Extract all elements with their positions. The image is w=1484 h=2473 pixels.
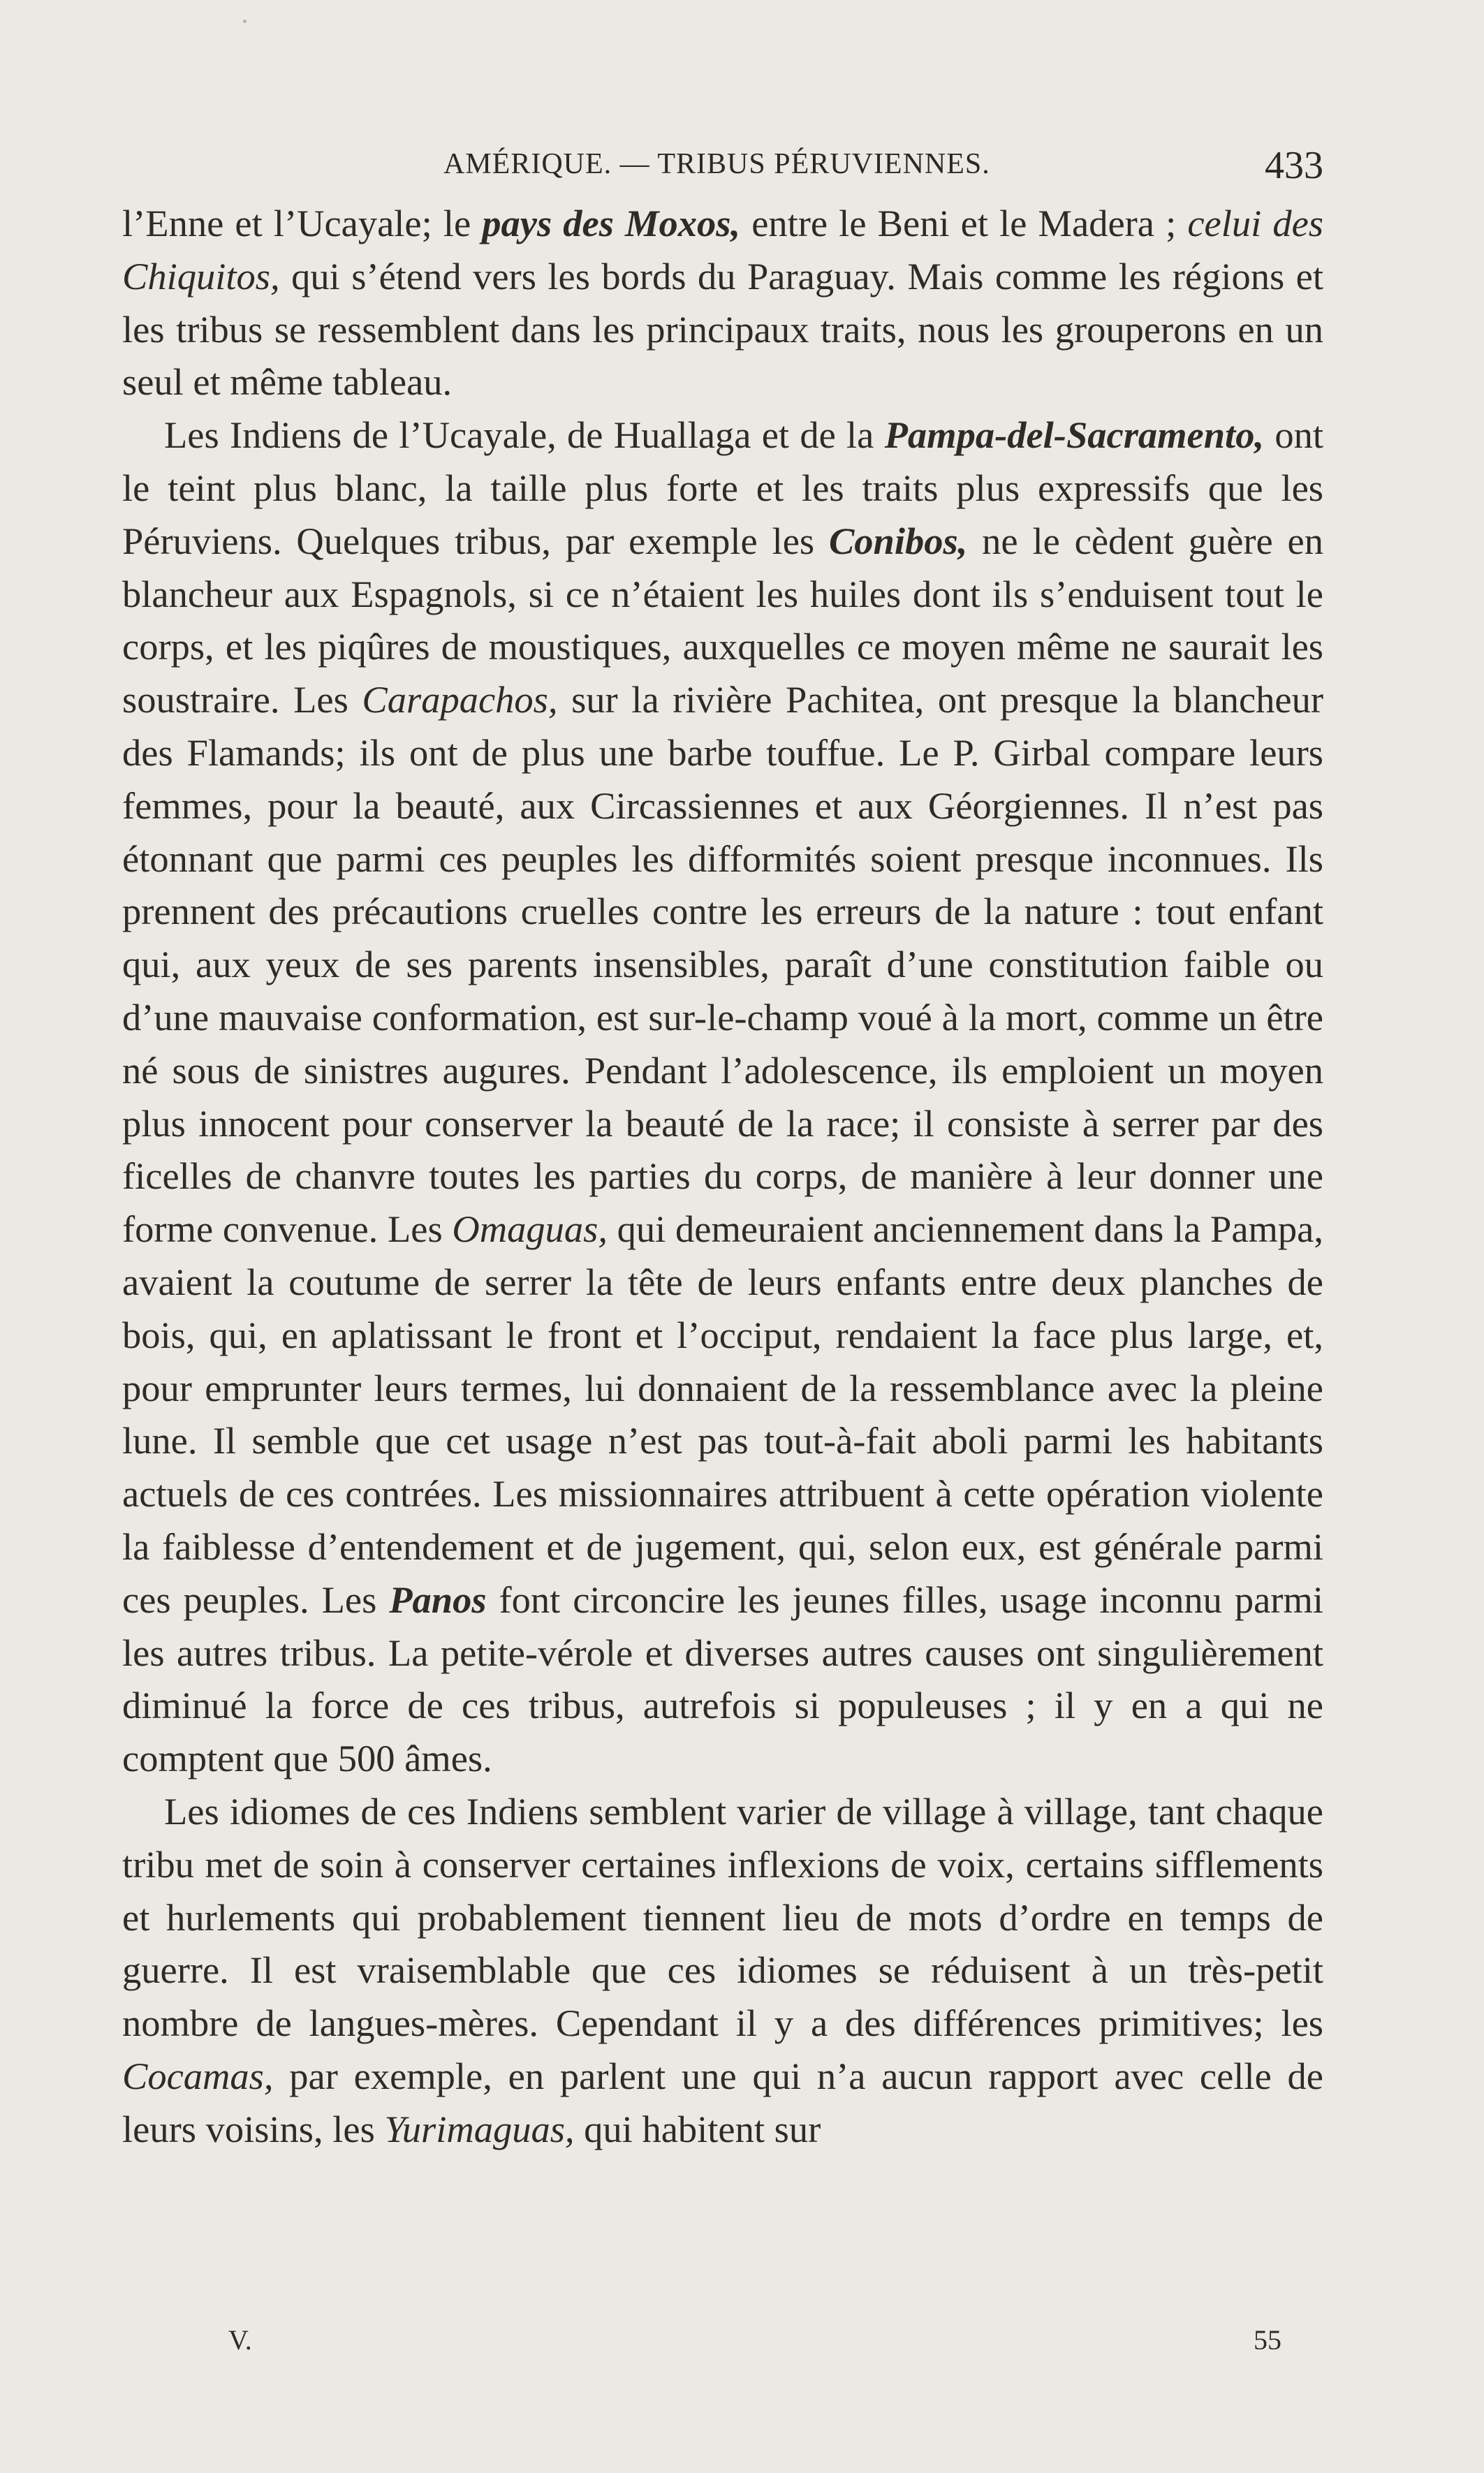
tribe-name: Cocamas, [122, 2054, 274, 2097]
place-name: Pampa-del-Sacramento, [884, 413, 1265, 457]
page-footer [122, 2324, 1323, 2365]
body-text [122, 197, 1323, 2155]
paragraph-2: Les Indiens de l’Ucayale, de Huallaga et de la Pampa-del-Sacramento, ont le teint plus blanc, la taille plus forte et les traits plus expressifs que les Péruviens. Quelques tribus, par exemple les Conibos, ne le cèdent guère en blancheur aux Espagnols, si ce n’étaient les huiles dont ils s’enduisent tout le corps, et les piqûres de moustiques, auxquelles ce moyen même ne saurait les soustraire. Les Carapachos, sur la rivière Pachitea, ont presque la blancheur des Flamands; ils ont de plus une barbe touffue. Le P. Girbal compare leurs femmes, pour la beauté, aux Circassiennes et aux Géorgiennes. Il n’est pas étonnant que parmi ces peuples les difformités soient presque inconnues. Ils prennent des précautions cruelles contre les erreurs de la nature : tout enfant qui, aux yeux de ses parents insensibles, paraît d’une constitution faible ou d’une mauvaise conformation, est sur-le-champ voué à la mort, comme un être né sous de sinistres augures. Pendant l’adolescence, ils emploient un moyen plus innocent pour conserver la beauté de la race; il consiste à serrer par des ficelles de chanvre toutes les parties du corps, de manière à leur donner une forme convenue. Les Omaguas, qui demeuraient anciennement dans la Pampa, avaient la coutume de serrer la tête de leurs enfants entre deux planches de bois, qui, en aplatissant le front et l’occiput, rendaient la face plus large, et, pour emprunter leurs termes, lui donnaient de la ressemblance avec la pleine lune. Il semble que cet usage n’est pas tout-à-fait aboli parmi les habitants actuels de ces contrées. Les missionnaires attribuent à cette opération violente la faiblesse d’entendement et de jugement, qui, selon eux, est générale parmi ces peuples. Les Panos font circoncire les jeunes filles, usage inconnu parmi les autres tribus. La petite-vérole et diverses autres causes ont singulièrement diminué la force de ces tribus, autrefois si populeuses ; il y en a qui ne comptent que 500 âmes. [122, 413, 1323, 1780]
tribe-name: Omaguas, [452, 1208, 608, 1251]
tribe-name: Panos [389, 1578, 487, 1621]
signature-mark: 55 [1254, 2324, 1281, 2356]
paragraph-3: Les idiomes de ces Indiens semblent varier de village à village, tant chaque tribu met de soin à conserver certaines inflexions de voix, certains sifflements et hurlements qui probablement tiennent lieu de mots d’ordre en temps de guerre. Il est vraisemblable que ces idiomes se réduisent à un très-petit nombre de langues-mères. Cependant il y a des différences primitives; les Cocamas, par exemple, en parlent une qui n’a aucun rapport avec celle de leurs voisins, les Yurimaguas, qui habitent sur [122, 1789, 1323, 2150]
page-number: 433 [1265, 144, 1323, 187]
paper-speck [243, 20, 247, 23]
paragraph-1: l’Enne et l’Ucayale; le pays des Moxos, entre le Beni et le Madera ; celui des Chiquitos, qui s’étend vers les bords du Paraguay. Mais comme les régions et les tribus se ressemblent dans les principaux traits, nous les grouperons en un seul et même tableau. [122, 202, 1323, 404]
running-title: AMÉRIQUE. — TRIBUS PÉRUVIENNES. [443, 148, 990, 180]
place-name: pays des Moxos, [482, 202, 741, 244]
place-name: celui des Chiquitos, [122, 202, 1323, 298]
tribe-name: Carapachos, [362, 678, 558, 721]
page-header [122, 143, 1323, 192]
volume-mark: V. [228, 2324, 252, 2356]
tribe-name: Conibos, [828, 519, 968, 562]
tribe-name: Yurimaguas, [384, 2107, 575, 2150]
